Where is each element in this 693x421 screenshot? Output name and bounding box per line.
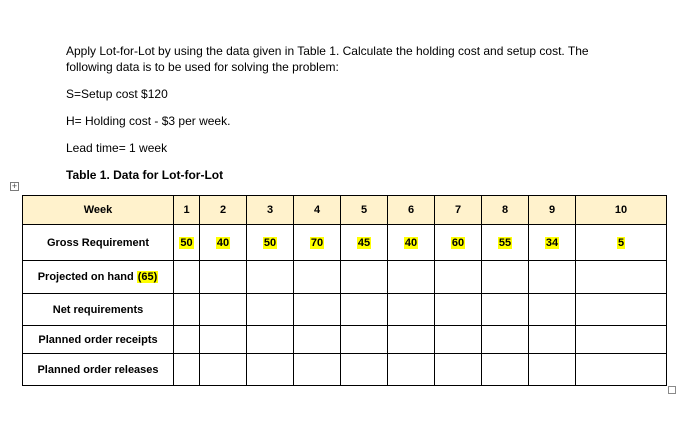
- empty-cell[interactable]: [341, 261, 388, 294]
- empty-cell[interactable]: [388, 326, 435, 354]
- empty-cell[interactable]: [435, 354, 482, 386]
- week-label: Week: [23, 196, 174, 225]
- week-cell: 7: [435, 196, 482, 225]
- empty-cell[interactable]: [341, 354, 388, 386]
- projected-on-hand-cell: [23, 261, 174, 294]
- week-cell: 9: [529, 196, 576, 225]
- gross-cell: [341, 225, 388, 261]
- gross-cell: [576, 225, 667, 261]
- empty-cell[interactable]: [247, 326, 294, 354]
- gross-value: 40: [404, 236, 418, 249]
- projected-on-hand-label: Projected on hand: [37, 271, 134, 283]
- planned-order-receipts-row: [23, 326, 667, 354]
- net-requirements-label: Net requirements: [23, 294, 174, 326]
- move-handle-icon[interactable]: +: [11, 181, 18, 191]
- empty-cell[interactable]: [576, 354, 667, 386]
- empty-cell[interactable]: [435, 326, 482, 354]
- gross-requirement-label: Gross Requirement: [23, 225, 174, 261]
- intro-paragraph: Apply Lot-for-Lot by using the data given in Table 1. Calculate the holding cost and setup cost. The following data is to be used for solving the problem:: [66, 44, 589, 74]
- empty-cell[interactable]: [174, 294, 200, 326]
- week-cell: 4: [294, 196, 341, 225]
- empty-cell[interactable]: [247, 294, 294, 326]
- gross-value: 50: [263, 236, 277, 249]
- gross-cell: [247, 225, 294, 261]
- gross-value: 60: [451, 236, 465, 249]
- gross-value: 70: [310, 236, 324, 249]
- resize-handle-icon[interactable]: [668, 386, 676, 394]
- gross-value: 34: [545, 236, 559, 249]
- empty-cell[interactable]: [435, 294, 482, 326]
- gross-cell: [388, 225, 435, 261]
- empty-cell[interactable]: [529, 354, 576, 386]
- empty-cell[interactable]: [482, 294, 529, 326]
- empty-cell[interactable]: [247, 261, 294, 294]
- empty-cell[interactable]: [482, 326, 529, 354]
- empty-cell[interactable]: [174, 261, 200, 294]
- week-cell: 1: [174, 196, 200, 225]
- week-cell: 6: [388, 196, 435, 225]
- table-caption: Table 1. Data for Lot-for-Lot: [66, 168, 224, 182]
- week-cell: 8: [482, 196, 529, 225]
- empty-cell[interactable]: [174, 326, 200, 354]
- empty-cell[interactable]: [529, 261, 576, 294]
- gross-cell: [529, 225, 576, 261]
- projected-initial-value: (65): [137, 271, 158, 283]
- empty-cell[interactable]: [341, 326, 388, 354]
- empty-cell[interactable]: [294, 354, 341, 386]
- empty-cell[interactable]: [200, 326, 247, 354]
- gross-cell: [174, 225, 200, 261]
- week-cell: 5: [341, 196, 388, 225]
- planned-order-receipts-label: Planned order receipts: [23, 326, 174, 354]
- planned-order-releases-row: [23, 354, 667, 386]
- empty-cell[interactable]: [388, 261, 435, 294]
- week-cell: 2: [200, 196, 247, 225]
- gross-value: 45: [357, 236, 371, 249]
- empty-cell[interactable]: [200, 261, 247, 294]
- empty-cell[interactable]: [482, 354, 529, 386]
- empty-cell[interactable]: [435, 261, 482, 294]
- empty-cell[interactable]: [576, 261, 667, 294]
- lot-for-lot-table: [22, 195, 667, 386]
- empty-cell[interactable]: [482, 261, 529, 294]
- empty-cell[interactable]: [247, 354, 294, 386]
- empty-cell[interactable]: [529, 326, 576, 354]
- empty-cell[interactable]: [200, 294, 247, 326]
- gross-value: 50: [180, 236, 193, 249]
- week-row: [23, 196, 667, 225]
- gross-value: 40: [216, 236, 230, 249]
- empty-cell[interactable]: [576, 326, 667, 354]
- gross-cell: [435, 225, 482, 261]
- gross-cell: [294, 225, 341, 261]
- empty-cell[interactable]: [341, 294, 388, 326]
- empty-cell[interactable]: [576, 294, 667, 326]
- gross-value: 5: [617, 236, 625, 249]
- gross-requirement-row: [23, 225, 667, 261]
- week-cell: 10: [576, 196, 667, 225]
- gross-cell: [482, 225, 529, 261]
- holding-cost-text: H= Holding cost - $3 per week.: [66, 114, 231, 128]
- empty-cell[interactable]: [388, 354, 435, 386]
- gross-value: 55: [498, 236, 512, 249]
- empty-cell[interactable]: [294, 294, 341, 326]
- gross-cell: [200, 225, 247, 261]
- projected-on-hand-row: [23, 261, 667, 294]
- net-requirements-row: [23, 294, 667, 326]
- empty-cell[interactable]: [200, 354, 247, 386]
- empty-cell[interactable]: [529, 294, 576, 326]
- setup-cost-text: S=Setup cost $120: [66, 87, 168, 101]
- empty-cell[interactable]: [294, 261, 341, 294]
- empty-cell[interactable]: [294, 326, 341, 354]
- planned-order-releases-label: Planned order releases: [23, 354, 174, 386]
- lead-time-text: Lead time= 1 week: [66, 141, 168, 155]
- week-cell: 3: [247, 196, 294, 225]
- empty-cell[interactable]: [174, 354, 200, 386]
- empty-cell[interactable]: [388, 294, 435, 326]
